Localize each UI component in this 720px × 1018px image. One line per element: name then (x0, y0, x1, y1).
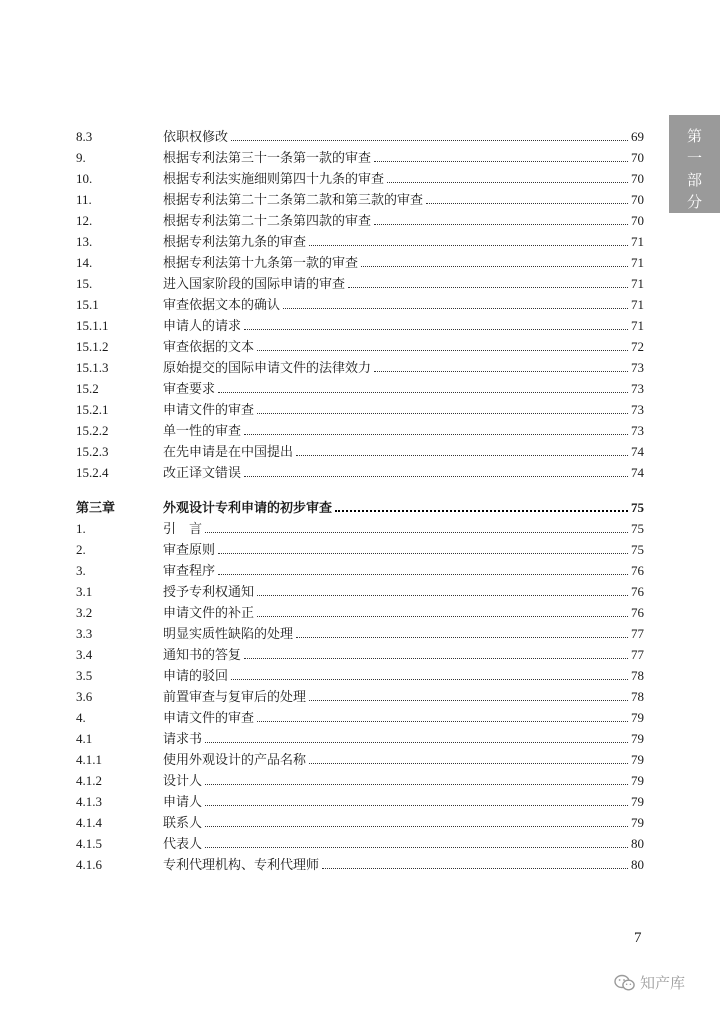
dot-leader (309, 763, 628, 764)
toc-entry-title: 代表人 (163, 837, 203, 852)
toc-entry (76, 334, 644, 355)
toc-entry-title: 根据专利法第二十二条第二款和第三款的审查 (163, 193, 424, 208)
dot-leader (426, 203, 628, 204)
dot-leader (309, 245, 628, 246)
toc-entry (76, 124, 644, 145)
toc-entry-number: 4.1.1 (76, 752, 102, 767)
toc-entry (76, 621, 644, 642)
toc-entry-title: 申请文件的审查 (163, 711, 255, 726)
toc-entry-title: 审查程序 (163, 564, 216, 579)
toc-entry-page: 79 (631, 815, 644, 830)
toc-entry-title: 根据专利法第二十二条第四款的审查 (163, 214, 372, 229)
toc-entry-number: 4.1.2 (76, 773, 102, 788)
toc-entry-number: 3.3 (76, 626, 93, 641)
toc-entry-page: 71 (631, 318, 644, 333)
toc-entry-page: 79 (631, 731, 644, 746)
dot-leader (205, 847, 628, 848)
toc-entry (76, 537, 644, 558)
dot-leader (205, 742, 628, 743)
toc-entry-title: 进入国家阶段的国际申请的审查 (163, 277, 346, 292)
toc-entry-number: 15.1.2 (76, 339, 109, 354)
dot-leader (296, 455, 628, 456)
toc-entry-number: 15.1.3 (76, 360, 109, 375)
dot-leader (218, 392, 628, 393)
dot-leader (348, 287, 628, 288)
side-tab-char: 第 (686, 127, 702, 145)
toc-entry-title: 联系人 (163, 816, 203, 831)
toc-entry-page: 77 (631, 647, 644, 662)
dot-leader (374, 224, 628, 225)
dot-leader (257, 413, 628, 414)
toc-entry-number: 4.1.5 (76, 836, 102, 851)
toc-entry-title: 申请文件的审查 (163, 403, 255, 418)
toc-entry-number: 15.1 (76, 297, 99, 312)
toc-entry (76, 684, 644, 705)
toc-entry-title: 申请人的请求 (163, 319, 242, 334)
dot-leader (218, 553, 628, 554)
toc-entry (76, 166, 644, 187)
toc-entry-number: 3.4 (76, 647, 93, 662)
toc-entry-number: 3.5 (76, 668, 93, 683)
dot-leader (296, 637, 628, 638)
toc-entry-title: 改正译文错误 (163, 466, 242, 481)
toc-entry-title: 前置审查与复审后的处理 (163, 690, 307, 705)
toc-entry-number: 11. (76, 192, 92, 207)
toc-entry-number: 15.2.4 (76, 465, 109, 480)
toc-entry-number: 15.1.1 (76, 318, 109, 333)
toc-entry (76, 397, 644, 418)
toc-entry-title: 审查依据文本的确认 (163, 298, 281, 313)
toc-entry (76, 642, 644, 663)
dot-leader (205, 532, 628, 533)
dot-leader (283, 308, 628, 309)
toc-entry-page: 71 (631, 297, 644, 312)
toc-entry (76, 355, 644, 376)
toc-entry (76, 376, 644, 397)
toc-entry-page: 78 (631, 689, 644, 704)
dot-leader (205, 826, 628, 827)
toc-entry-number: 1. (76, 521, 86, 536)
toc-entry-number: 3. (76, 563, 86, 578)
toc-entry-page: 74 (631, 465, 644, 480)
toc-entry-page: 73 (631, 402, 644, 417)
toc-entry-page: 73 (631, 423, 644, 438)
toc-entry-page: 71 (631, 255, 644, 270)
toc-entry-page: 73 (631, 381, 644, 396)
toc-entry-page: 70 (631, 150, 644, 165)
toc-entry-title: 根据专利法第十九条第一款的审查 (163, 256, 359, 271)
toc-entry-title: 申请的驳回 (163, 669, 229, 684)
dot-leader (257, 721, 628, 722)
toc-entry-page: 76 (631, 605, 644, 620)
toc-entry-number: 15.2.2 (76, 423, 109, 438)
side-tab-char: 分 (686, 193, 702, 211)
toc-entry-title: 根据专利法实施细则第四十九条的审查 (163, 172, 385, 187)
dot-leader (218, 574, 628, 575)
dot-leader (387, 182, 628, 183)
toc-entry-page: 79 (631, 773, 644, 788)
toc-entry-number: 9. (76, 150, 86, 165)
toc-entry-page: 71 (631, 234, 644, 249)
toc-entry (76, 831, 644, 852)
toc-entry-number: 15. (76, 276, 93, 291)
toc-entry-number: 10. (76, 171, 93, 186)
toc-entry (76, 852, 644, 873)
toc-chapter-number: 第三章 (76, 500, 116, 515)
toc-entry (76, 768, 644, 789)
toc-entry-page: 78 (631, 668, 644, 683)
toc-entry-title: 审查依据的文本 (163, 340, 255, 355)
toc-entry-page: 72 (631, 339, 644, 354)
toc-entry (76, 271, 644, 292)
dot-leader (257, 616, 628, 617)
toc-entry-number: 4.1.3 (76, 794, 102, 809)
toc-entry-title: 请求书 (163, 732, 203, 747)
toc-entry-title: 设计人 (163, 774, 203, 789)
toc-entry-page: 80 (631, 836, 644, 851)
toc-entry (76, 516, 644, 537)
toc-entry-page: 70 (631, 213, 644, 228)
toc-entry-number: 15.2.1 (76, 402, 109, 417)
toc-entry-page: 79 (631, 794, 644, 809)
toc-chapter-heading (76, 495, 644, 516)
toc-entry-title: 单一性的审查 (163, 424, 242, 439)
watermark (614, 972, 685, 993)
toc-entry-title: 原始提交的国际申请文件的法律效力 (163, 361, 372, 376)
dot-leader (335, 510, 628, 512)
toc-entry-number: 8.3 (76, 129, 93, 144)
toc-entry-title: 根据专利法第三十一条第一款的审查 (163, 151, 372, 166)
toc-entry-title: 授予专利权通知 (163, 585, 255, 600)
dot-leader (244, 658, 628, 659)
toc-entry-page: 70 (631, 171, 644, 186)
part-side-tab (669, 115, 720, 213)
toc-entry-page: 75 (631, 542, 644, 557)
toc-entry-title: 根据专利法第九条的审查 (163, 235, 307, 250)
toc-entry-number: 2. (76, 542, 86, 557)
toc-entry-number: 4.1.4 (76, 815, 102, 830)
toc-entry-page: 74 (631, 444, 644, 459)
toc-entry-page: 80 (631, 857, 644, 872)
dot-leader (374, 371, 628, 372)
toc-entry-title: 引 言 (163, 522, 203, 537)
toc-entry-title: 审查原则 (163, 543, 216, 558)
toc-entry-page: 73 (631, 360, 644, 375)
toc-entry-page: 79 (631, 752, 644, 767)
toc-entry-title: 依职权修改 (163, 130, 229, 145)
toc-entry-page: 69 (631, 129, 644, 144)
toc-entry-number: 4.1.6 (76, 857, 102, 872)
toc-entry-number: 15.2.3 (76, 444, 109, 459)
toc-entry-number: 13. (76, 234, 93, 249)
dot-leader (205, 784, 628, 785)
toc-entry (76, 145, 644, 166)
wechat-icon (614, 974, 636, 992)
toc-entry (76, 439, 644, 460)
toc-entry-title: 使用外观设计的产品名称 (163, 753, 307, 768)
toc-entry-number: 3.6 (76, 689, 93, 704)
toc-entry-title: 申请人 (163, 795, 203, 810)
toc-entry-number: 14. (76, 255, 93, 270)
toc-entry-title: 申请文件的补正 (163, 606, 255, 621)
toc-entry-page: 77 (631, 626, 644, 641)
toc-entry-page: 79 (631, 710, 644, 725)
dot-leader (322, 868, 628, 869)
toc-entry (76, 810, 644, 831)
toc-entry (76, 558, 644, 579)
toc-entry (76, 313, 644, 334)
dot-leader (244, 329, 628, 330)
dot-leader (205, 805, 628, 806)
toc-entry (76, 600, 644, 621)
toc-entry (76, 208, 644, 229)
dot-leader (257, 350, 628, 351)
dot-leader (361, 266, 628, 267)
dot-leader (257, 595, 628, 596)
toc-entry (76, 663, 644, 684)
toc-entry-number: 4.1 (76, 731, 93, 746)
toc-entry-page: 76 (631, 563, 644, 578)
toc-entry (76, 418, 644, 439)
toc-entry-page: 76 (631, 584, 644, 599)
toc-entry-title: 通知书的答复 (163, 648, 242, 663)
toc-entry-number: 15.2 (76, 381, 99, 396)
toc-entry-title: 审查要求 (163, 382, 216, 397)
toc-chapter-title: 外观设计专利申请的初步审查 (163, 501, 333, 516)
dot-leader (244, 476, 628, 477)
table-of-contents (76, 124, 644, 873)
toc-entry (76, 229, 644, 250)
toc-entry-title: 在先申请是在中国提出 (163, 445, 294, 460)
side-tab-char: 一 (686, 149, 702, 167)
toc-entry (76, 789, 644, 810)
dot-leader (374, 161, 628, 162)
dot-leader (309, 700, 628, 701)
toc-entry (76, 579, 644, 600)
watermark-text: 知产库 (640, 974, 686, 992)
toc-chapter-page: 75 (631, 500, 644, 515)
toc-entry (76, 187, 644, 208)
toc-entry-number: 3.2 (76, 605, 93, 620)
dot-leader (231, 140, 628, 141)
dot-leader (231, 679, 628, 680)
toc-entry (76, 747, 644, 768)
toc-entry-title: 专利代理机构、专利代理师 (163, 858, 320, 873)
toc-entry-title: 明显实质性缺陷的处理 (163, 627, 294, 642)
toc-entry (76, 292, 644, 313)
page-number: 7 (634, 930, 642, 946)
toc-entry-page: 70 (631, 192, 644, 207)
toc-entry (76, 705, 644, 726)
toc-entry-number: 4. (76, 710, 86, 725)
toc-entry (76, 460, 644, 481)
toc-entry (76, 726, 644, 747)
toc-entry-page: 71 (631, 276, 644, 291)
toc-entry-number: 12. (76, 213, 93, 228)
toc-entry (76, 250, 644, 271)
toc-entry-page: 75 (631, 521, 644, 536)
dot-leader (244, 434, 628, 435)
toc-entry-number: 3.1 (76, 584, 93, 599)
side-tab-char: 部 (686, 171, 702, 189)
